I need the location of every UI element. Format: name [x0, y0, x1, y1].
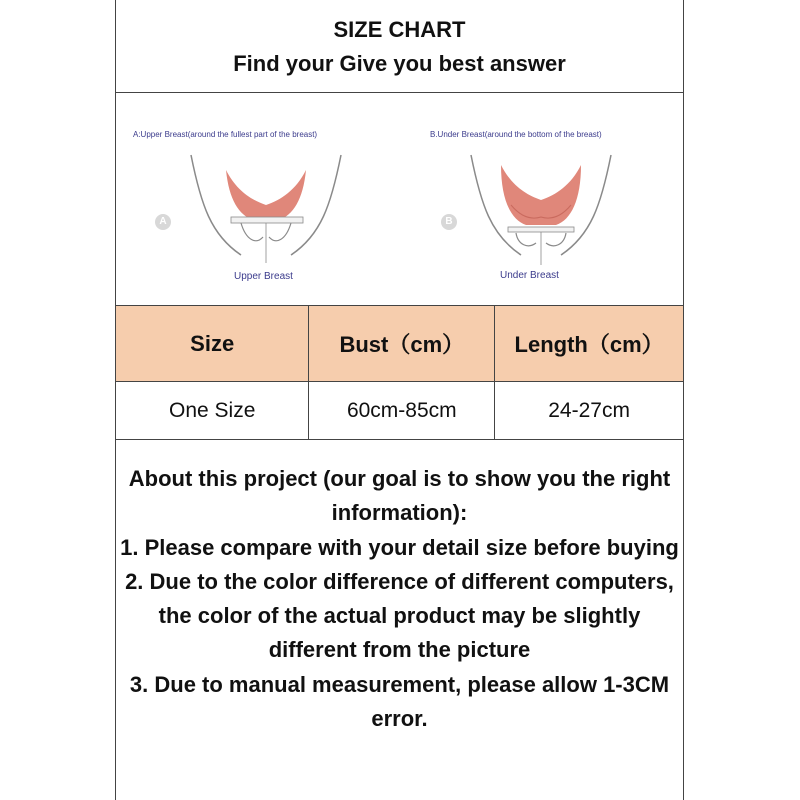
note-item: 2. Due to the color difference of different computers, the color of the actual product may be slightly different from the picture [125, 568, 674, 663]
upper-breast-instruction: A:Upper Breast(around the fullest part of the breast) [133, 130, 318, 139]
column-header-length: Length（cm） [495, 306, 684, 382]
table-row [116, 382, 684, 440]
size-table [115, 305, 684, 440]
upper-breast-caption: Upper Breast [234, 271, 293, 282]
column-header-bust: Bust（cm） [309, 306, 495, 382]
under-breast-figure [456, 145, 626, 275]
measurement-illustration [116, 93, 683, 305]
cell-bust: 60cm-85cm [309, 382, 495, 440]
chart-header [116, 0, 683, 93]
column-header-size: Size [116, 306, 309, 382]
badge-b-icon: B [441, 214, 457, 230]
note-item: 3. Due to manual measurement, please allow 1-3CM error. [129, 671, 670, 732]
table-header-row [116, 306, 684, 382]
upper-breast-figure [181, 145, 351, 275]
page-subtitle: Find your Give you best answer [233, 51, 566, 76]
cell-size: One Size [116, 382, 309, 440]
cell-length: 24-27cm [495, 382, 684, 440]
notes-section [116, 462, 683, 736]
size-chart-sheet [115, 0, 684, 800]
page-title: SIZE CHART [333, 17, 466, 42]
badge-a-icon: A [155, 214, 171, 230]
note-item: 1. Please compare with your detail size before buying [120, 534, 679, 560]
under-breast-instruction: B.Under Breast(around the bottom of the breast) [430, 130, 602, 139]
under-breast-caption: Under Breast [500, 270, 559, 281]
notes-intro: About this project (our goal is to show you the right information): [128, 466, 671, 526]
